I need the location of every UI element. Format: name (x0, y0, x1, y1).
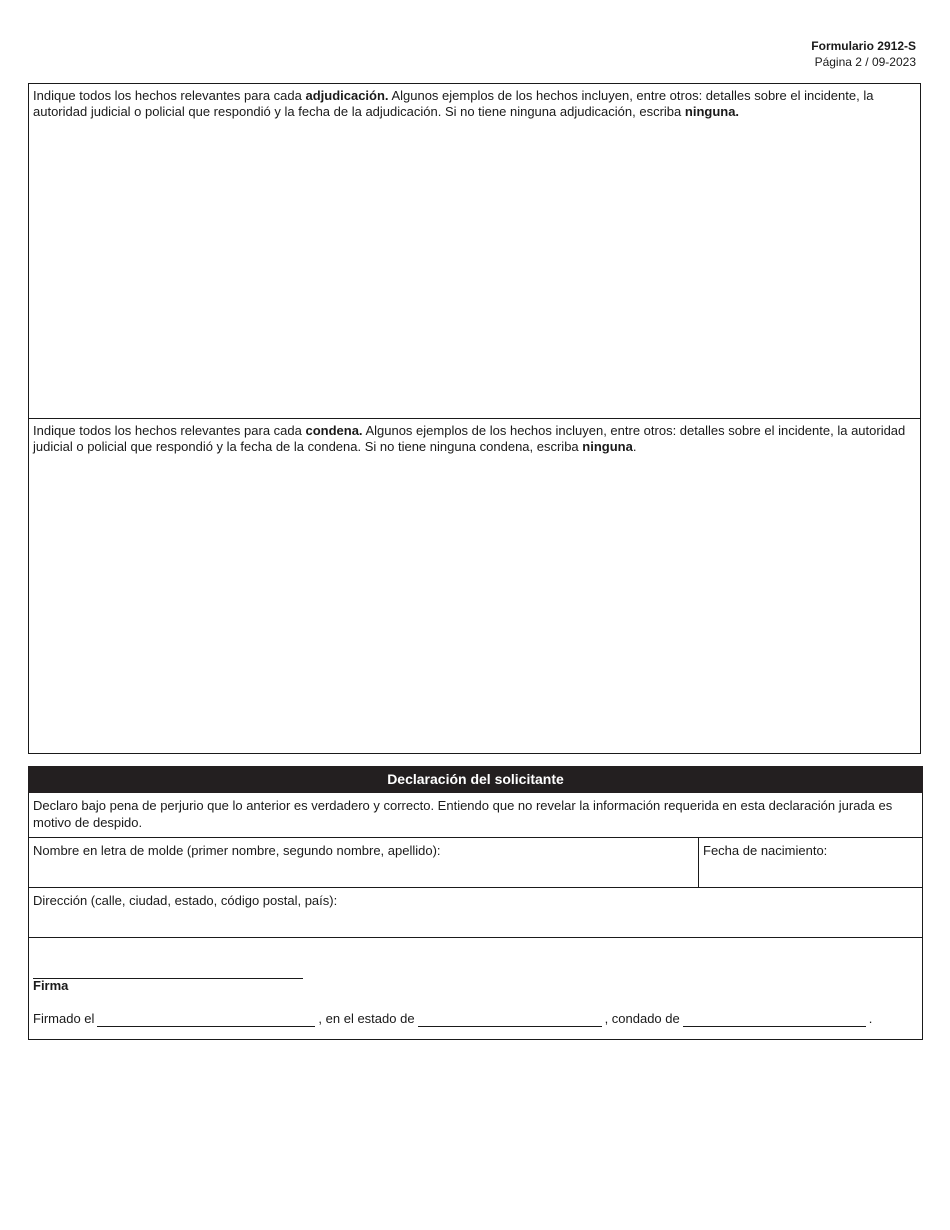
county-label: , condado de (604, 1011, 680, 1026)
declaration-statement: Declaro bajo pena de perjurio que lo anterior es verdadero y correcto. Entiendo que no revelar la información requerida en esta declaración jurada es motivo de despido. (29, 793, 922, 838)
conviction-instructions: Indique todos los hechos relevantes para cada condena. Algunos ejemplos de los hechos incluyen, entre otros: detalles sobre el incidente, la autoridad judicial o policial que respondió y la fecha de la condena. Si no tiene ninguna condena, escriba ninguna. (33, 423, 906, 454)
date-of-birth-field[interactable] (699, 838, 922, 887)
signature-label: Firma (33, 978, 69, 993)
county-field[interactable] (683, 1011, 866, 1027)
applicant-declaration-section (28, 766, 923, 1040)
state-field[interactable] (418, 1011, 602, 1027)
address-label: Dirección (calle, ciudad, estado, código postal, país): (33, 893, 338, 908)
form-header (811, 38, 916, 70)
signed-statement (33, 1010, 872, 1027)
signature-row (29, 938, 922, 1039)
printed-name-label: Nombre en letra de molde (primer nombre, segundo nombre, apellido): (33, 843, 441, 858)
page-info: Página 2 / 09-2023 (814, 55, 916, 69)
date-of-birth-label: Fecha de nacimiento: (703, 843, 828, 858)
period: . (868, 1011, 873, 1026)
printed-name-field[interactable] (29, 838, 699, 887)
adjudication-field[interactable] (28, 83, 921, 419)
signed-on-label: Firmado el (33, 1011, 95, 1026)
conviction-field[interactable] (28, 418, 921, 754)
form-number: Formulario 2912-S (811, 39, 916, 53)
state-label: , en el estado de (318, 1011, 415, 1026)
adjudication-instructions: Indique todos los hechos relevantes para cada adjudicación. Algunos ejemplos de los hechos incluyen, entre otros: detalles sobre el incidente, la autoridad judicial o policial que respondió y la fecha de la adjudicación. Si no tiene ninguna adjudicación, escriba ninguna. (33, 88, 874, 119)
signature-line[interactable] (33, 978, 303, 979)
declaration-title: Declaración del solicitante (28, 766, 923, 793)
address-field[interactable] (29, 888, 922, 938)
signed-date-field[interactable] (97, 1011, 315, 1027)
